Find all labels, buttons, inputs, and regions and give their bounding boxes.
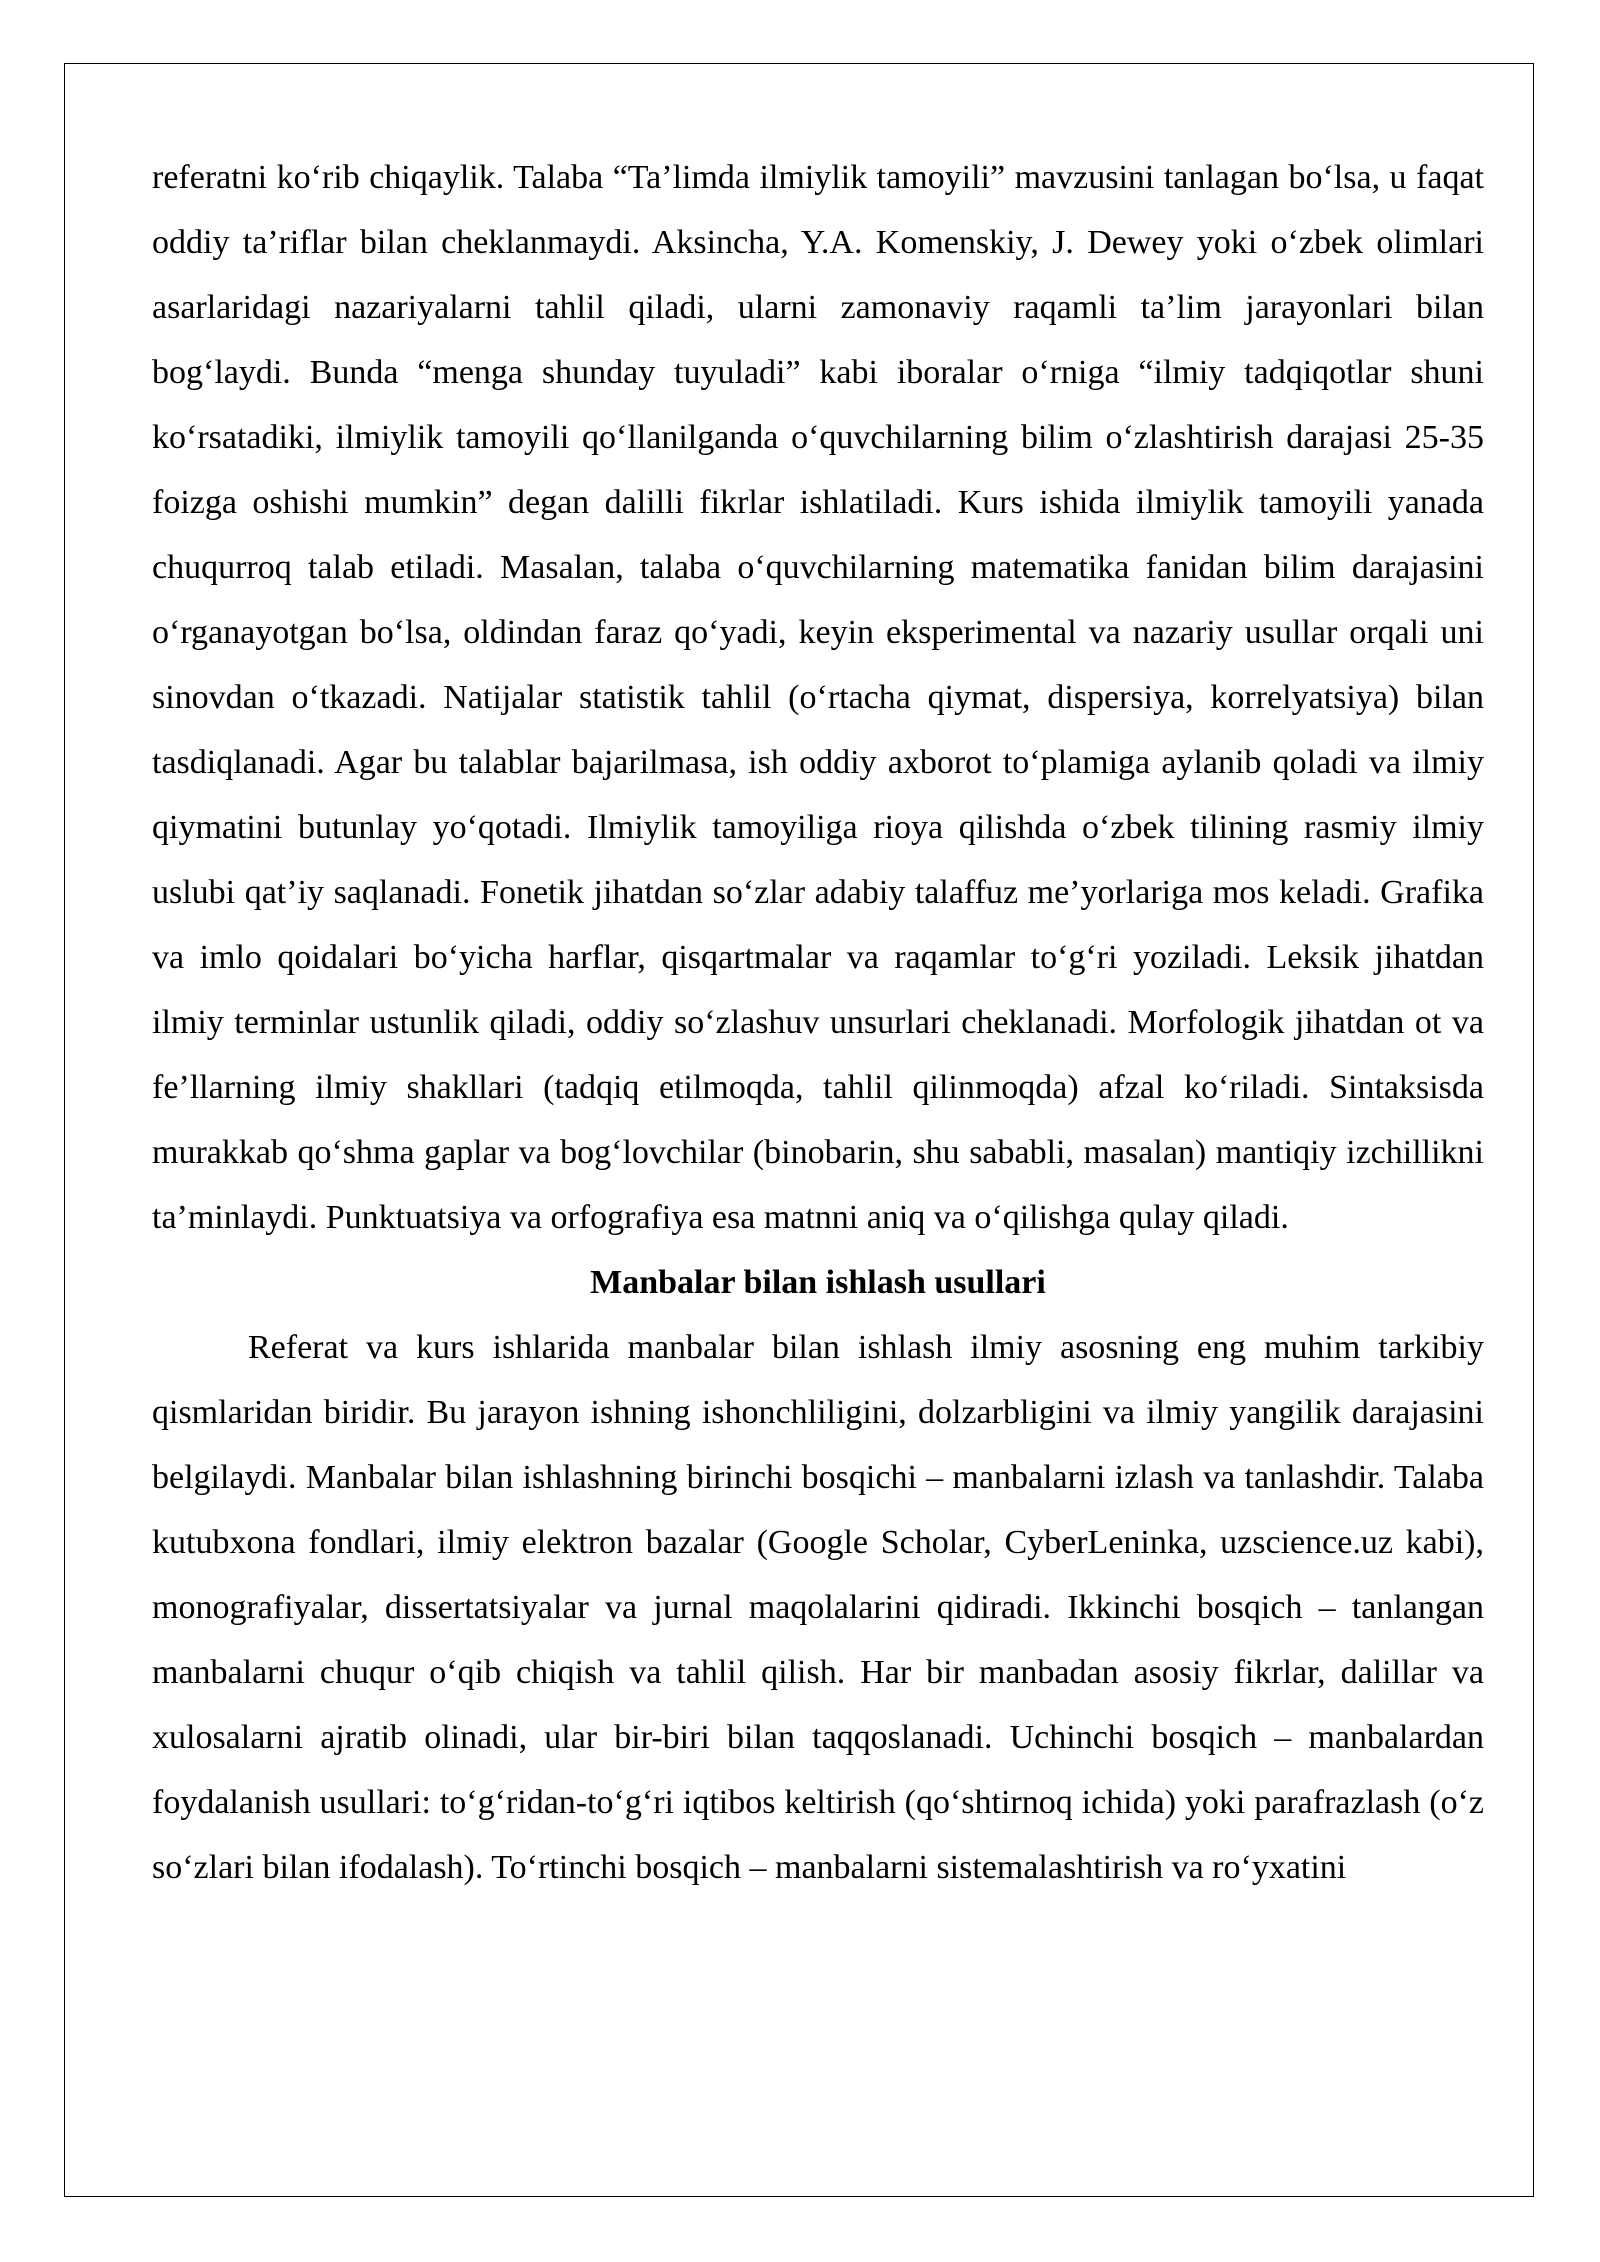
body-paragraph: referatni ko‘rib chiqaylik. Talaba “Ta’limda ilmiylik tamoyili” mavzusini tanlagan bo‘lsa, u faqat oddiy ta’riflar bilan cheklanmaydi. Aksincha, Y.A. Komenskiy, J. Dewey yoki o‘zbek olimlari asarlaridagi nazariyalarni tahlil qiladi, ularni zamonaviy raqamli ta’lim jarayonlari bilan bog‘laydi. Bunda “menga shunday tuyuladi” kabi iboralar o‘rniga “ilmiy tadqiqotlar shuni ko‘rsatadiki, ilmiylik tamoyili qo‘llanilganda o‘quvchilarning bilim o‘zlashtirish darajasi 25-35 foizga oshishi mumkin” degan dalilli fikrlar ishlatiladi. Kurs ishida ilmiylik tamoyili yanada chuqurroq talab etiladi. Masalan, talaba o‘quvchilarning matematika fanidan bilim darajasini o‘rganayotgan bo‘lsa, oldindan faraz qo‘yadi, keyin eksperimental va nazariy usullar orqali uni sinovdan o‘tkazadi. Natijalar statistik tahlil (o‘rtacha qiymat, dispersiya, korrelyatsiya) bilan tasdiqlanadi. Agar bu talablar bajarilmasa, ish oddiy axborot to‘plamiga aylanib qoladi va ilmiy qiymatini butunlay yo‘qotadi. Ilmiylik tamoyiliga rioya qilishda o‘zbek tilining rasmiy ilmiy uslubi qat’iy saqlanadi. Fonetik jihatdan so‘zlar adabiy talaffuz me’yorlariga mos keladi. Grafika va imlo qoidalari bo‘yicha harflar, qisqartmalar va raqamlar to‘g‘ri yoziladi. Leksik jihatdan ilmiy terminlar ustunlik qiladi, oddiy so‘zlashuv unsurlari cheklanadi. Morfologik jihatdan ot va fe’llarning ilmiy shakllari (tadqiq etilmoqda, tahlil qilinmoqda) afzal ko‘riladi. Sintaksisda murakkab qo‘shma gaplar va bog‘lovchilar (binobarin, shu sababli, masalan) mantiqiy izchillikni ta’minlaydi. Punktuatsiya va orfografiya esa matnni aniq va o‘qilishga qulay qiladi. <box>152 159 1484 1236</box>
body-paragraph: Referat va kurs ishlarida manbalar bilan ishlash ilmiy asosning eng muhim tarkibiy qismlaridan biridir. Bu jarayon ishning ishonchliligini, dolzarbligini va ilmiy yangilik darajasini belgilaydi. Manbalar bilan ishlashning birinchi bosqichi – manbalarni izlash va tanlashdir. Talaba kutubxona fondlari, ilmiy elektron bazalar (Google Scholar, CyberLeninka, uzscience.uz kabi), monografiyalar, dissertatsiyalar va jurnal maqolalarini qidiradi. Ikkinchi bosqich – tanlangan manbalarni chuqur o‘qib chiqish va tahlil qilish. Har bir manbadan asosiy fikrlar, dalillar va xulosalarni ajratib olinadi, ular bir-biri bilan taqqoslanadi. Uchinchi bosqich – manbalardan foydalanish usullari: to‘g‘ridan-to‘g‘ri iqtibos keltirish (qo‘shtirnoq ichida) yoki parafrazlash (o‘z so‘zlari bilan ifodalash). To‘rtinchi bosqich – manbalarni sistemalashtirish va ro‘yxatini <box>152 1329 1484 1886</box>
page-content <box>152 145 1484 1900</box>
section-heading: Manbalar bilan ishlash usullari <box>590 1264 1046 1301</box>
